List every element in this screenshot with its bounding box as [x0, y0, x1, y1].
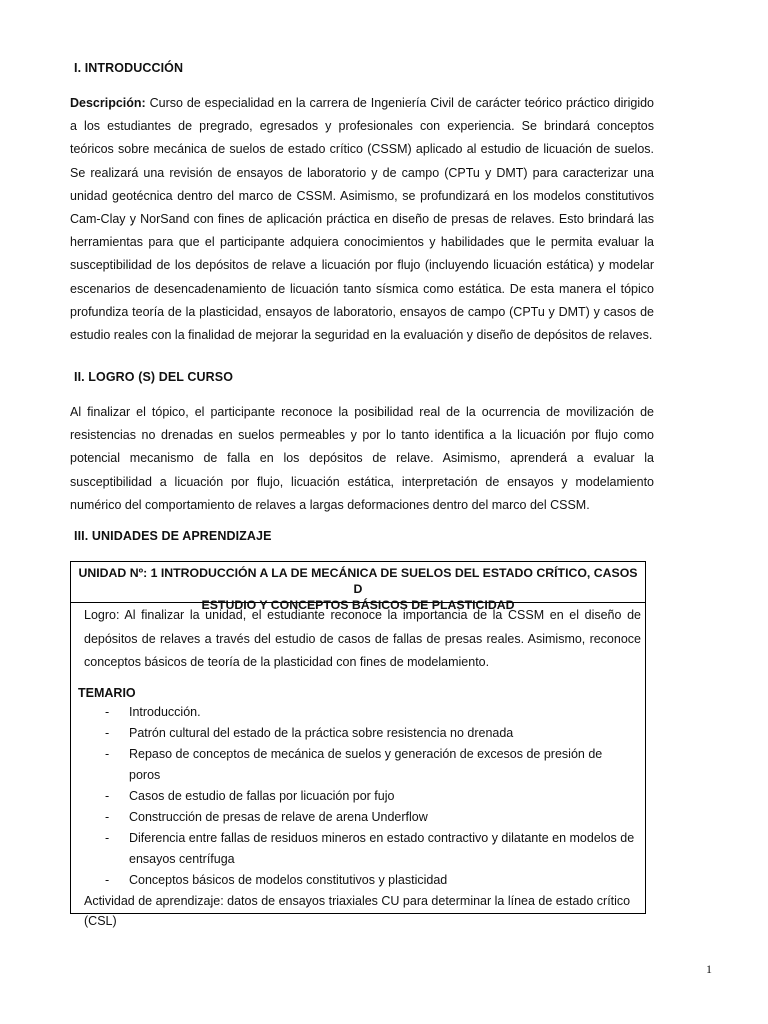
section-heading-unidades: III. UNIDADES DE APRENDIZAJE [74, 529, 272, 543]
section-heading-introduccion: I. INTRODUCCIÓN [74, 61, 184, 75]
dash-bullet-icon: - [105, 725, 110, 740]
dash-bullet-icon: - [105, 788, 110, 803]
dash-bullet-icon: - [105, 704, 110, 719]
description-text: Curso de especialidad en la carrera de Ingeniería Civil de carácter teórico práctico dirigido a los estudiantes de pregrado, egresados y profesionales con experiencia. Se brindará conceptos teóricos sobre mecánica de suelos de estado crítico (CSSM) aplicado al estudio de licuación de suelos. Se realizará una revisión de ensayos de laboratorio y de campo (CPTu y DMT) para caracterizar una unidad geotécnica dentro del marco de CSSM. Asimismo, se profundizará en los modelos constitutivos Cam-Clay y NorSand con fines de aplicación práctica en diseño de presas de relaves. Esto brindará las herramientas para que el participante adquiera conocimientos y habilidades que le permita evaluar la susceptibilidad de los depósitos de relave a licuación por flujo (incluyendo licuación estática) y modelar escenarios de desencadenamiento de licuación tanto sísmica como estática. De esta manera el tópico profundiza teoría de la plasticidad, ensayos de laboratorio, ensayos de campo (CPTu y DMT) y casos de estudio reales con la finalidad de mejorar la seguridad en la evaluación y diseño de depósitos de relaves. [70, 96, 654, 343]
section-heading-logro: II. LOGRO (S) DEL CURSO [74, 370, 234, 384]
unit-1-table [70, 561, 646, 928]
logro-paragraph: Al finalizar el tópico, el participante reconoce la posibilidad real de la ocurrencia de movilización de resistencias no drenadas en suelos permeables y por lo tanto identifica a la licuación por flujo como potencial mecanismo de falla en los depósitos de relave. Asimismo, aprenderá a evaluar la susceptibilidad a licuación por flujo, licuación estática, interpretación de ensayos y modelamiento numérico del comportamiento de relaves a largas deformaciones dentro del marco del CSSM. [70, 405, 654, 512]
temario-list [71, 702, 645, 891]
dash-bullet-icon: - [105, 809, 110, 824]
temario-heading: TEMARIO [78, 685, 136, 700]
list-item: - Conceptos básicos de modelos constitutivos y plasticidad [105, 870, 635, 891]
unit-1-title [71, 562, 645, 612]
unit-1-title-line-1: UNIDAD Nº: 1 INTRODUCCIÓN A LA DE MECÁNICA DE SUELOS DEL ESTADO CRÍTICO, CASOS D [78, 566, 638, 596]
description-paragraph [70, 92, 654, 347]
unit-1-logro: Logro: Al finalizar la unidad, el estudiante reconoce la importancia de la CSSM en el diseño de depósitos de relaves a través del estudio de casos de fallas de presas reales. Asimismo, reconoce conceptos básicos de teoría de la plasticidad con fines de modelamiento. [84, 608, 641, 669]
list-item: - Casos de estudio de fallas por licuación por fujo [105, 786, 635, 807]
unit-1-activity: Actividad de aprendizaje: datos de ensayos triaxiales CU para determinar la línea de estado crítico (CSL) [84, 893, 631, 928]
description-label: Descripción: [70, 96, 146, 110]
page-number: 1 [706, 962, 712, 976]
list-item: - Construcción de presas de relave de arena Underflow [105, 807, 635, 828]
list-item: - Repaso de conceptos de mecánica de suelos y generación de excesos de presión de poros [105, 744, 635, 786]
list-item: - Introducción. [105, 702, 635, 723]
list-item: - Patrón cultural del estado de la práctica sobre resistencia no drenada [105, 723, 635, 744]
unit-1-title-line-2: ESTUDIO Y CONCEPTOS BÁSICOS DE PLASTICIDAD [201, 598, 515, 612]
dash-bullet-icon: - [105, 746, 110, 761]
dash-bullet-icon: - [105, 872, 110, 887]
list-item: - Diferencia entre fallas de residuos mineros en estado contractivo y dilatante en modelos de ensayos centrífuga [105, 828, 635, 870]
dash-bullet-icon: - [105, 830, 110, 845]
